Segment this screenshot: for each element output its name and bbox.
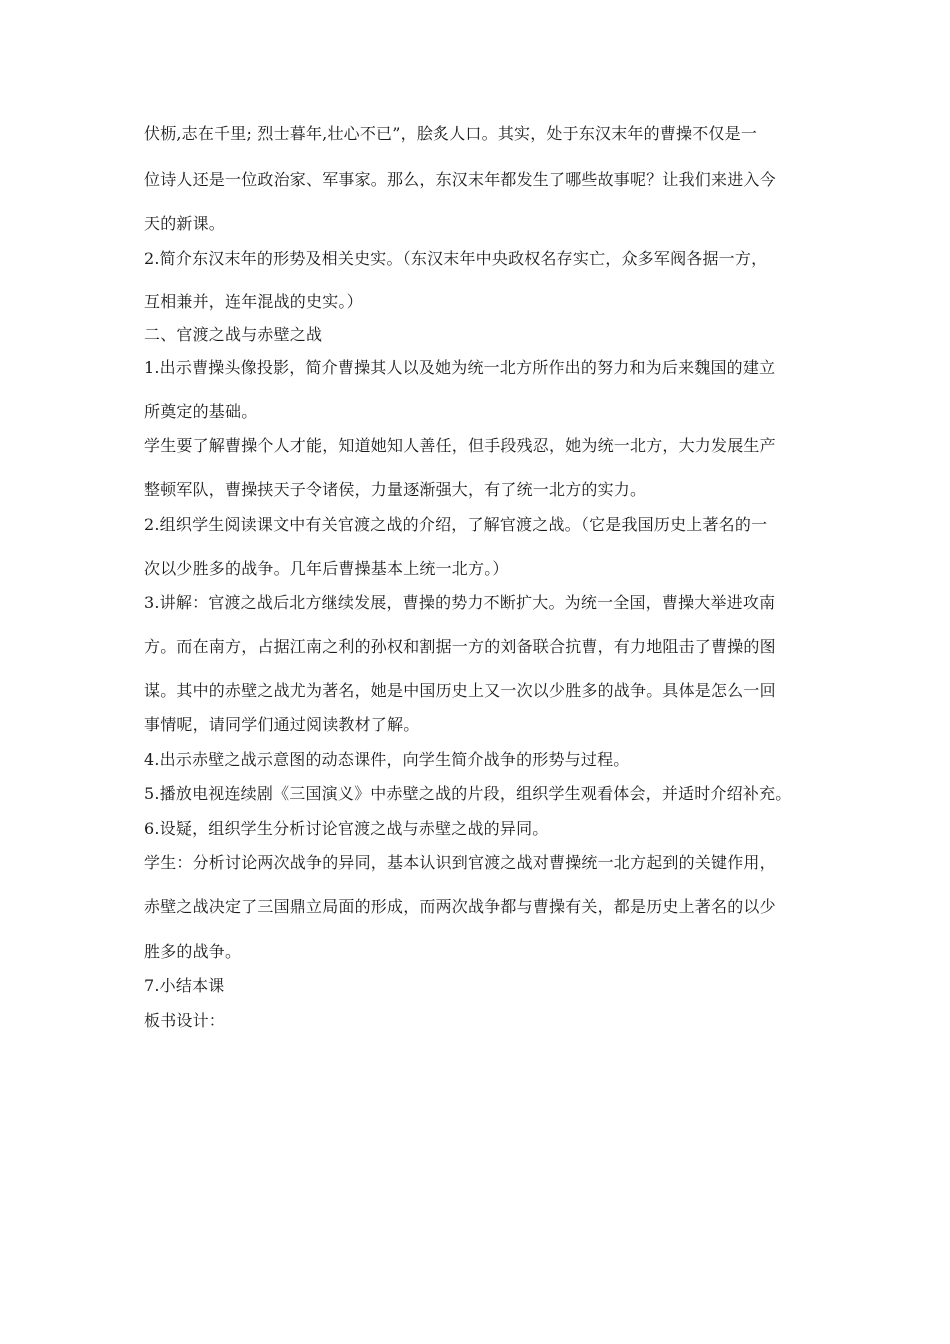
text-line: 整顿军队，曹操挟天子令诸侯，力量逐渐强大，有了统一北方的实力。	[144, 480, 647, 499]
list-item: 5.播放电视连续剧《三国演义》中赤壁之战的片段，组织学生观看体会，并适时介绍补充。	[144, 784, 792, 803]
board-design-heading: 板书设计：	[144, 1011, 226, 1030]
text-line: 谋。其中的赤壁之战尤为著名，她是中国历史上又一次以少胜多的战争。具体是怎么一回	[144, 681, 776, 700]
list-item: 7.小结本课	[144, 976, 225, 995]
text-line: 天的新课。	[144, 214, 226, 233]
list-item: 1.出示曹操头像投影，简介曹操其人以及她为统一北方所作出的努力和为后来魏国的建立	[144, 358, 776, 377]
list-item: 2.组织学生阅读课文中有关官渡之战的介绍，了解官渡之战。（它是我国历史上著名的一	[144, 515, 768, 534]
list-item: 2.简介东汉末年的形势及相关史实。（东汉末年中央政权名存实亡，众多军阀各据一方，	[144, 249, 768, 268]
text-line: 位诗人还是一位政治家、军事家。那么，东汉末年都发生了哪些故事呢？让我们来进入今	[144, 170, 776, 189]
text-line: 次以少胜多的战争。几年后曹操基本上统一北方。）	[144, 559, 509, 578]
text-line: 学生要了解曹操个人才能，知道她知人善任，但手段残忍，她为统一北方，大力发展生产	[144, 436, 776, 455]
list-item: 4.出示赤壁之战示意图的动态课件，向学生简介战争的形势与过程。	[144, 750, 630, 769]
text-line: 方。而在南方，占据江南之利的孙权和割据一方的刘备联合抗曹，有力地阻击了曹操的图	[144, 637, 776, 656]
section-heading: 二、官渡之战与赤壁之战	[144, 325, 323, 344]
text-line: 所奠定的基础。	[144, 402, 258, 421]
text-line: 事情呢，请同学们通过阅读教材了解。	[144, 715, 420, 734]
list-item: 3.讲解：官渡之战后北方继续发展，曹操的势力不断扩大。为统一全国，曹操大举进攻南	[144, 593, 776, 612]
list-item: 6.设疑，组织学生分析讨论官渡之战与赤壁之战的异同。	[144, 819, 549, 838]
text-line: 伏枥,志在千里; 烈士暮年,壮心不已”，脍炙人口。其实，处于东汉末年的曹操不仅是一	[144, 124, 758, 143]
text-line: 胜多的战争。	[144, 942, 242, 961]
text-line: 学生：分析讨论两次战争的异同，基本认识到官渡之战对曹操统一北方起到的关键作用，	[144, 853, 776, 872]
text-line: 互相兼并，连年混战的史实。）	[144, 292, 363, 311]
text-line: 赤壁之战决定了三国鼎立局面的形成，而两次战争都与曹操有关，都是历史上著名的以少	[144, 897, 776, 916]
